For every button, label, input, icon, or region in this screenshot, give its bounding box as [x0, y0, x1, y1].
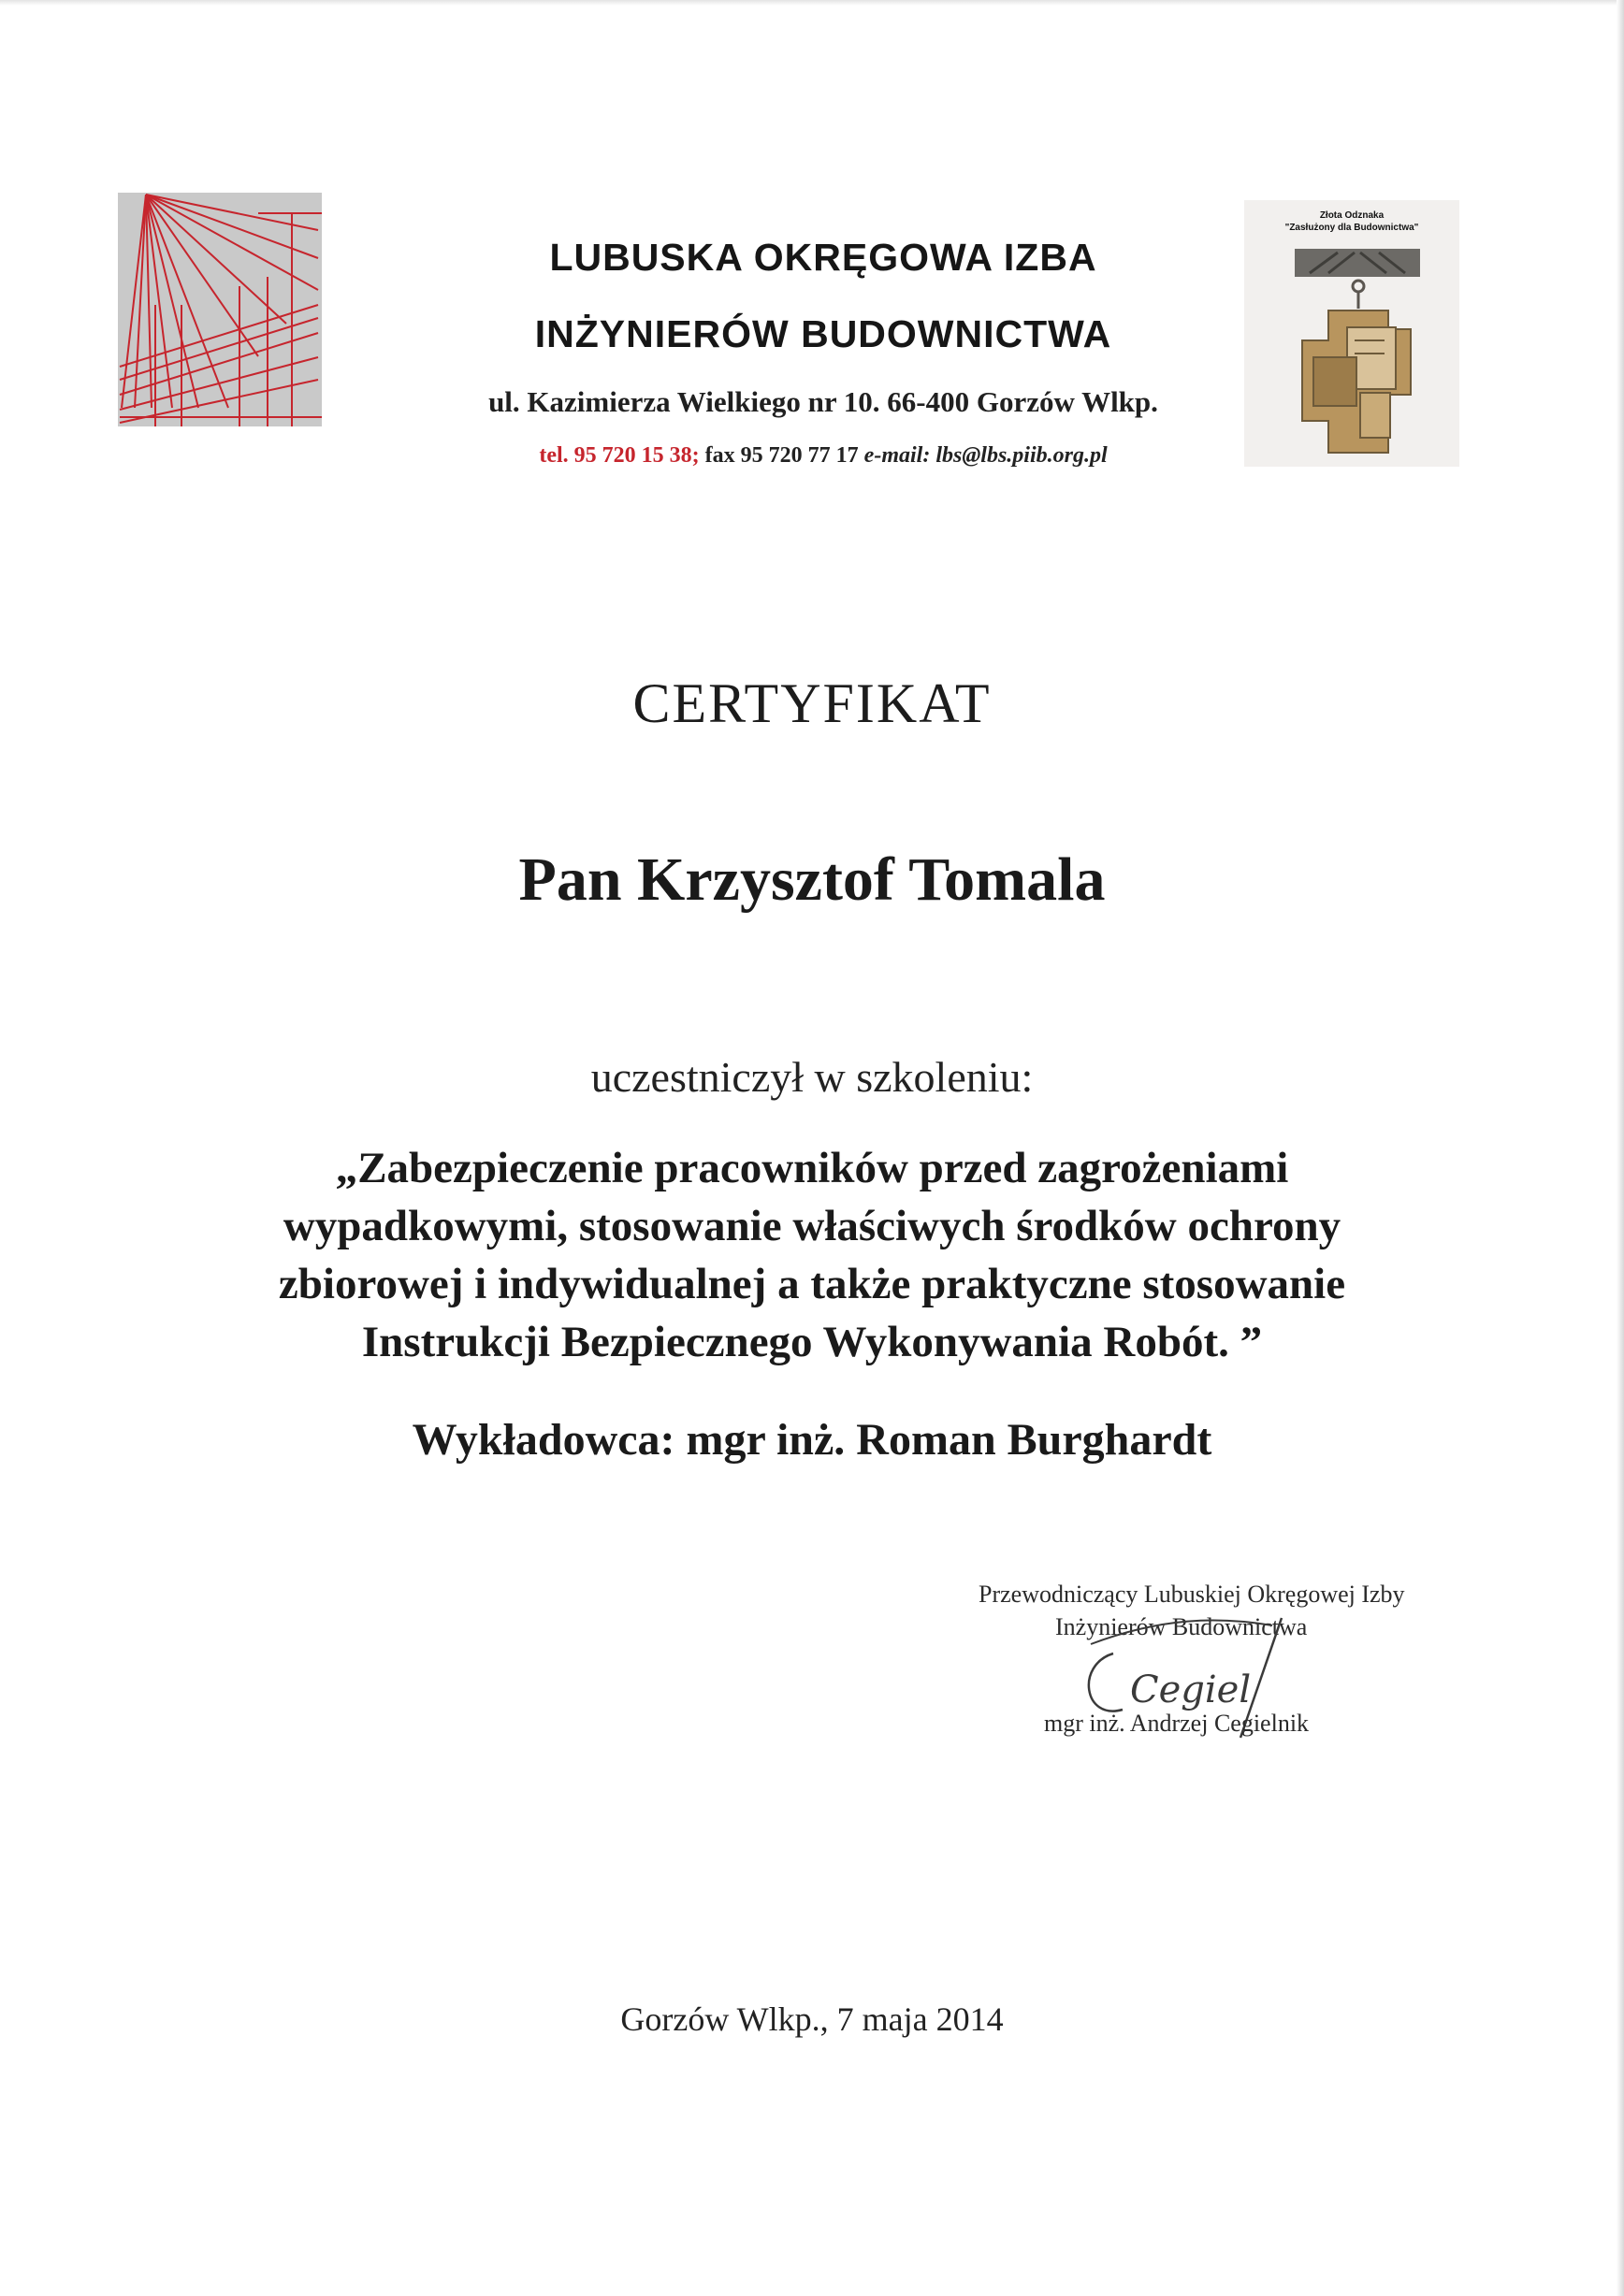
training-topic-line: wypadkowymi, stosowanie właściwych środków ochrony: [283, 1202, 1341, 1250]
phone-number: tel. 95 720 15 38;: [539, 443, 700, 468]
place-and-date: Gorzów Wlkp., 7 maja 2014: [620, 2000, 1004, 2038]
signatory-title-line2: Inżynierów Budownictwa: [1055, 1613, 1308, 1640]
scan-edge-top: [0, 0, 1624, 6]
organization-address: ul. Kazimierza Wielkiego nr 10. 66-400 Gorzów Wlkp.: [488, 385, 1158, 418]
signatory-title-line1: Przewodniczący Lubuskiej Okręgowej Izby: [979, 1581, 1405, 1608]
recipient-name: Pan Krzysztof Tomala: [518, 845, 1106, 914]
lecturer: Wykładowca: mgr inż. Roman Burghardt: [412, 1415, 1212, 1465]
training-topic-line: zbiorowej i indywidualnej a także praktyczne stosowanie: [278, 1260, 1346, 1308]
signatory-name: mgr inż. Andrzej Cegielnik: [1044, 1710, 1310, 1737]
participation-statement: uczestniczył w szkoleniu:: [590, 1053, 1034, 1101]
certificate-title: CERTYFIKAT: [632, 672, 992, 734]
medal-caption-line1: Złota Odznaka: [1319, 210, 1385, 221]
signature-text: Cegiel: [1130, 1668, 1252, 1711]
organization-contact: [355, 443, 1291, 469]
training-topic-line: „Zabezpieczenie pracowników przed zagrożeniami: [335, 1144, 1289, 1192]
medal-caption-line2: "Zasłużony dla Budownictwa": [1284, 223, 1419, 233]
organization-name-line1: LUBUSKA OKRĘGOWA IZBA: [549, 236, 1097, 279]
medal-icon: [1244, 200, 1459, 467]
medal-emblem: [1244, 200, 1459, 467]
fax-number: fax 95 720 77 17: [704, 443, 859, 468]
organization-name-line2: INŻYNIERÓW BUDOWNICTWA: [534, 312, 1112, 355]
chamber-logo: [118, 193, 322, 426]
training-topic-line: Instrukcji Bezpiecznego Wykonywania Robót. ”: [361, 1318, 1263, 1366]
email-address: e-mail: lbs@lbs.piib.org.pl: [863, 443, 1108, 468]
